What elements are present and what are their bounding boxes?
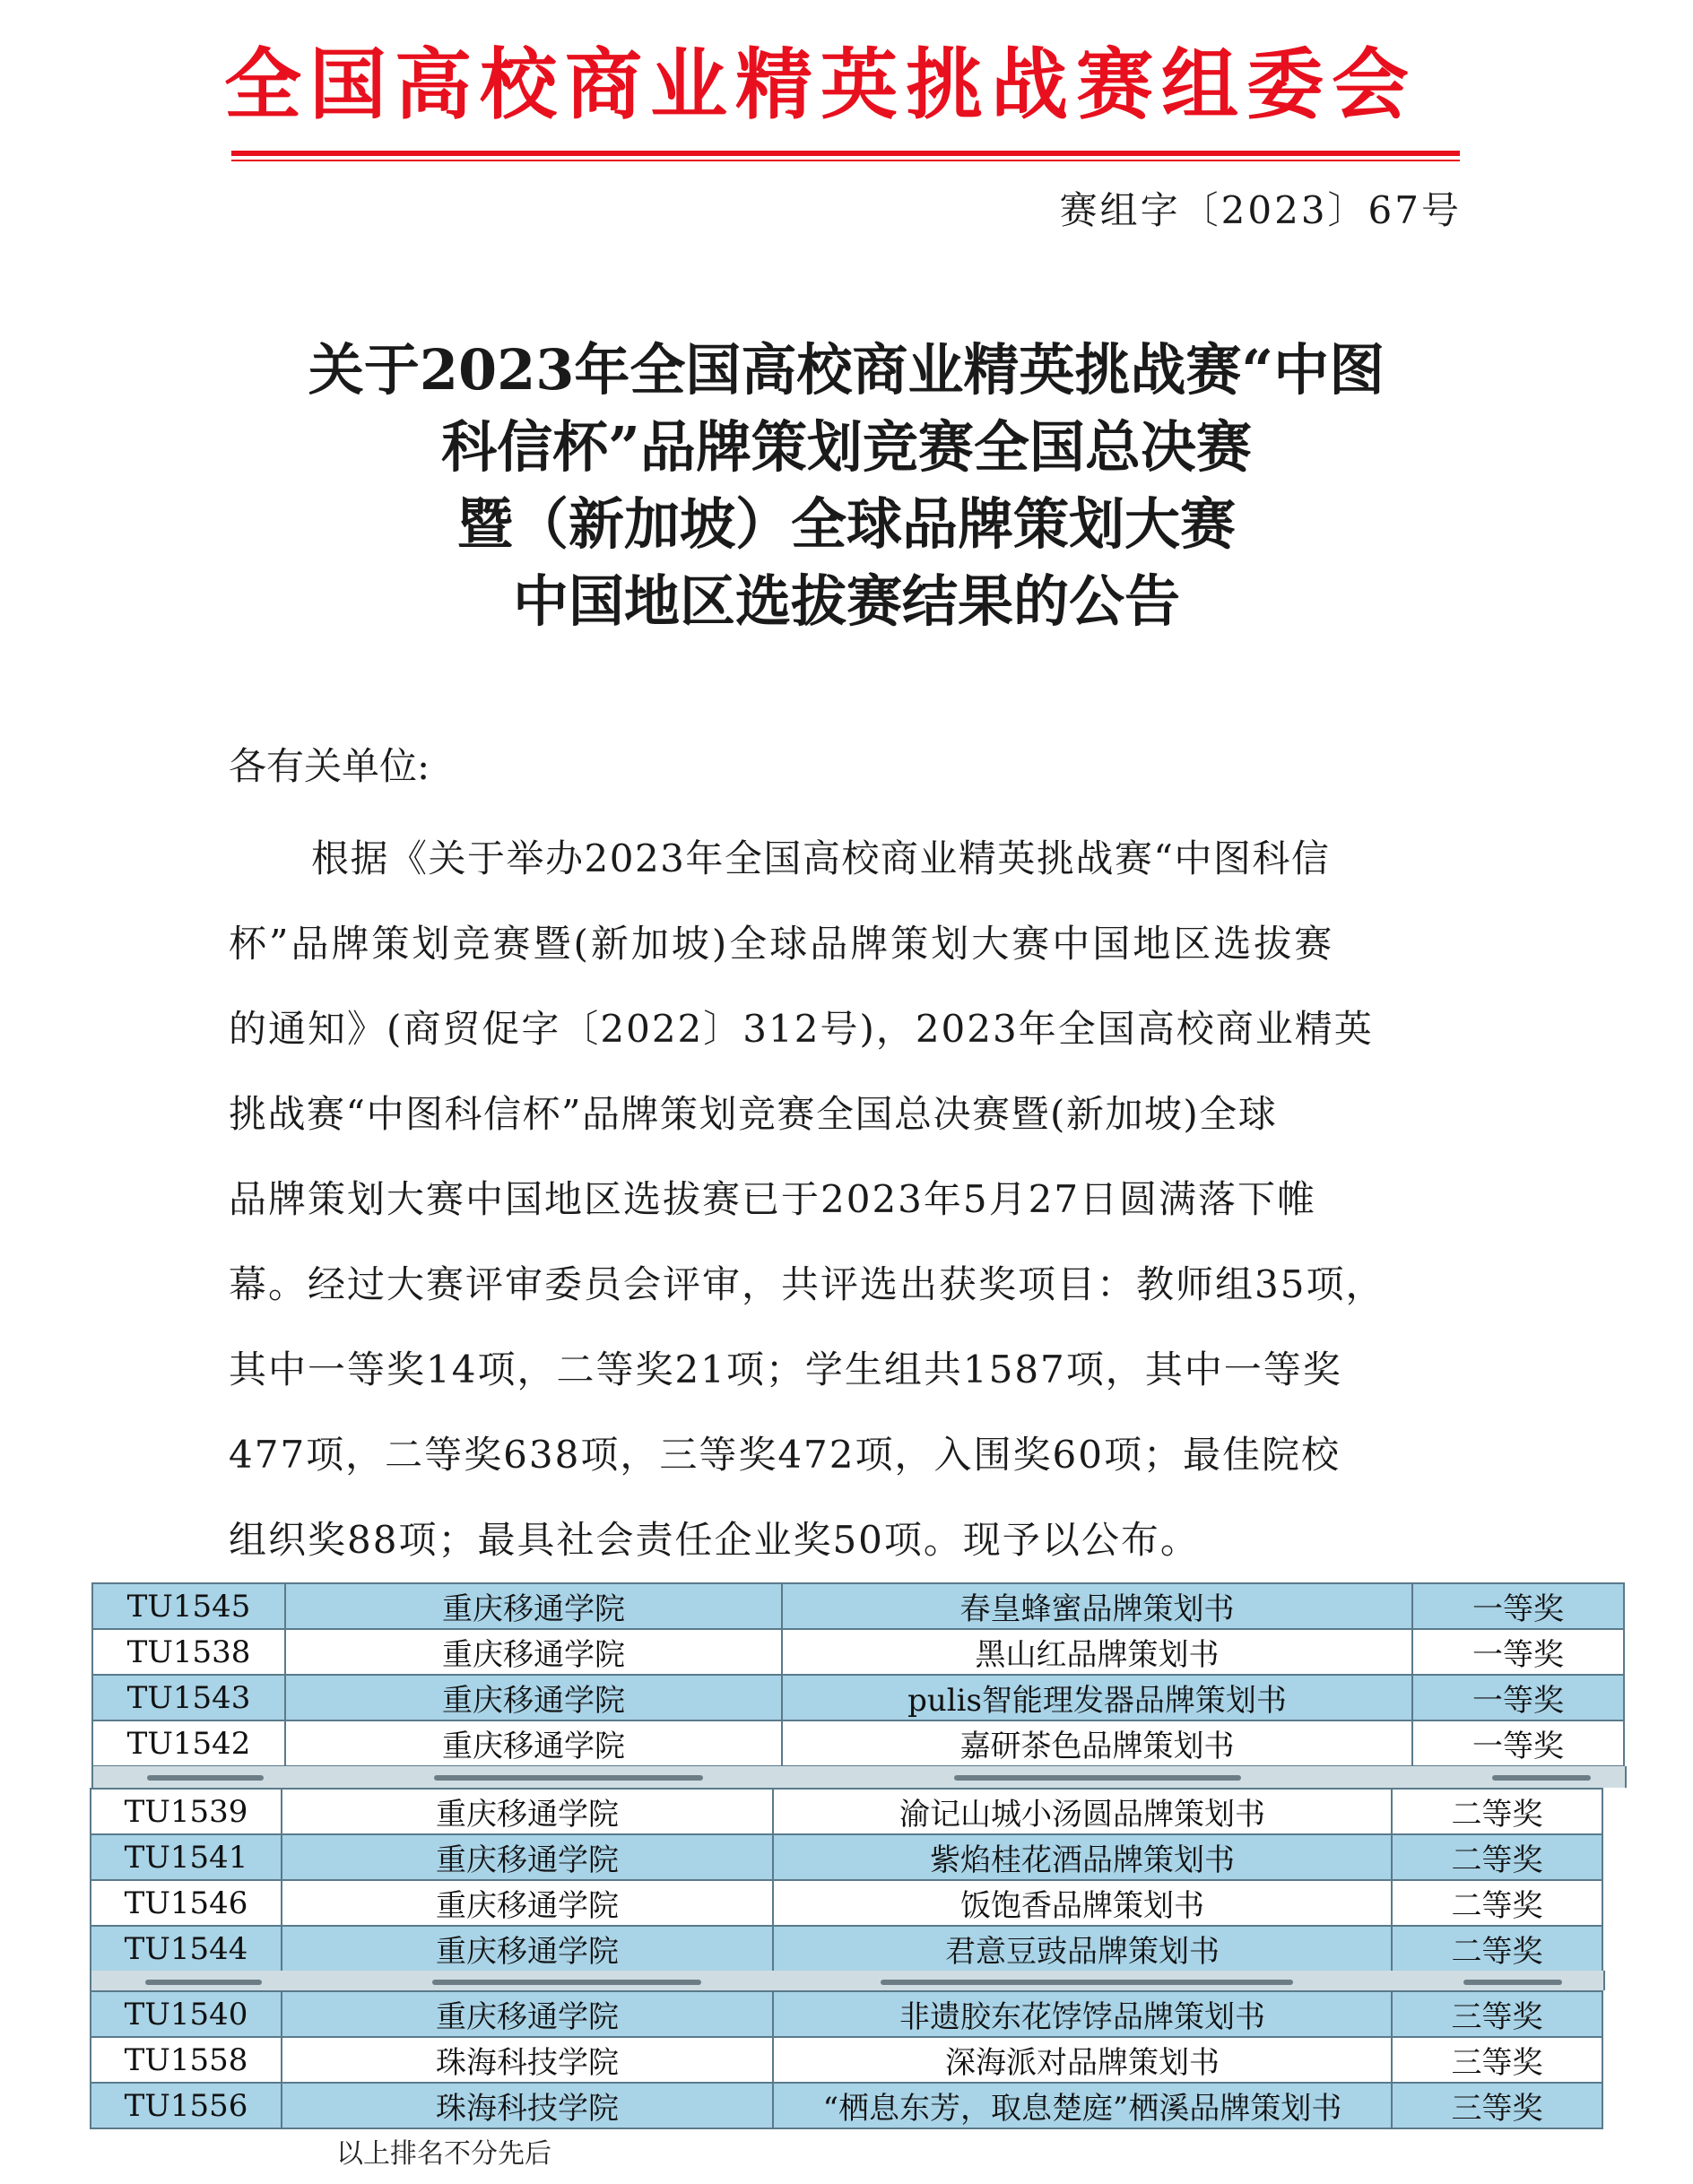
body-line: 其中一等奖14项，二等奖21项；学生组共1587项，其中一等奖 <box>229 1348 1342 1391</box>
award-level: 一等奖 <box>1412 1629 1624 1675</box>
school-name: 重庆移通学院 <box>282 1926 773 1972</box>
project-title: 春皇蜂蜜品牌策划书 <box>782 1583 1412 1629</box>
table-row <box>91 1926 1602 1972</box>
school-name: 重庆移通学院 <box>285 1720 782 1766</box>
school-name: 重庆移通学院 <box>285 1583 782 1629</box>
school-name: 珠海科技学院 <box>282 2083 773 2128</box>
issuer-title: 全国高校商业精英挑战赛组委会 <box>224 40 1417 130</box>
project-title: “栖息东芳，取息楚庭”栖溪品牌策划书 <box>773 2083 1392 2128</box>
red-rule-thick <box>231 151 1460 156</box>
project-title: 饭饱香品牌策划书 <box>773 1880 1392 1926</box>
table-row <box>91 1880 1602 1926</box>
award-level: 二等奖 <box>1392 1926 1602 1972</box>
project-title: 君意豆豉品牌策划书 <box>773 1926 1392 1972</box>
clipped-row-fragment <box>90 1971 1605 1990</box>
body-line: 杯”品牌策划竞赛暨(新加坡)全球品牌策划大赛中国地区选拔赛 <box>229 922 1335 966</box>
entry-id: TU1546 <box>91 1880 282 1926</box>
award-level: 一等奖 <box>1412 1583 1624 1629</box>
award-level: 三等奖 <box>1392 1991 1602 2037</box>
table-row <box>91 2037 1602 2083</box>
announcement-headline <box>179 332 1514 640</box>
award-level: 二等奖 <box>1392 1834 1602 1880</box>
body-line: 的通知》(商贸促字〔2022〕312号)，2023年全国高校商业精英 <box>229 1007 1374 1051</box>
project-title: 黑山红品牌策划书 <box>782 1629 1412 1675</box>
red-rule-thin <box>231 160 1460 161</box>
table-row <box>91 1991 1602 2037</box>
award-level: 三等奖 <box>1392 2037 1602 2083</box>
body-line: 幕。经过大赛评审委员会评审，共评选出获奖项目：教师组35项， <box>229 1262 1385 1306</box>
body-line: 477项，二等奖638项，三等奖472项，入围奖60项；最佳院校 <box>229 1433 1341 1477</box>
table-row <box>92 1583 1624 1629</box>
body-line: 品牌策划大赛中国地区选拔赛已于2023年5月27日圆满落下帷 <box>229 1177 1317 1221</box>
second-prize-table <box>90 1788 1603 1972</box>
clipped-row-fragment <box>91 1766 1627 1788</box>
table-row <box>91 1789 1602 1834</box>
project-title: 非遗胶东花饽饽品牌策划书 <box>773 1991 1392 2037</box>
body-paragraph <box>229 816 1464 1582</box>
body-line: 根据《关于举办2023年全国高校商业精英挑战赛“中图科信 <box>311 836 1331 880</box>
entry-id: TU1544 <box>91 1926 282 1972</box>
document-number: 赛组字〔2023〕67号 <box>1059 188 1462 232</box>
table-row <box>92 1720 1624 1766</box>
school-name: 重庆移通学院 <box>285 1629 782 1675</box>
school-name: 珠海科技学院 <box>282 2037 773 2083</box>
headline-line: 暨（新加坡）全球品牌策划大赛 <box>456 491 1236 557</box>
award-level: 三等奖 <box>1392 2083 1602 2128</box>
school-name: 重庆移通学院 <box>282 1834 773 1880</box>
first-prize-table <box>91 1582 1625 1767</box>
project-title: 渝记山城小汤圆品牌策划书 <box>773 1789 1392 1834</box>
entry-id: TU1539 <box>91 1789 282 1834</box>
award-level: 一等奖 <box>1412 1675 1624 1720</box>
third-prize-table <box>90 1990 1603 2129</box>
headline-line: 中国地区选拔赛结果的公告 <box>512 568 1180 634</box>
headline-line: 科信杯”品牌策划竞赛全国总决赛 <box>441 414 1252 480</box>
headline-line: 关于2023年全国高校商业精英挑战赛“中图 <box>308 337 1385 403</box>
award-level: 一等奖 <box>1412 1720 1624 1766</box>
body-line: 挑战赛“中图科信杯”品牌策划竞赛全国总决赛暨(新加坡)全球 <box>229 1092 1278 1136</box>
entry-id: TU1558 <box>91 2037 282 2083</box>
entry-id: TU1540 <box>91 1991 282 2037</box>
entry-id: TU1541 <box>91 1834 282 1880</box>
award-level: 二等奖 <box>1392 1880 1602 1926</box>
entry-id: TU1545 <box>92 1583 285 1629</box>
project-title: 嘉研茶色品牌策划书 <box>782 1720 1412 1766</box>
table-row <box>92 1629 1624 1675</box>
project-title: pulis智能理发器品牌策划书 <box>782 1675 1412 1720</box>
table-row <box>92 1675 1624 1720</box>
table-row <box>91 1834 1602 1880</box>
award-level: 二等奖 <box>1392 1789 1602 1834</box>
school-name: 重庆移通学院 <box>282 1991 773 2037</box>
project-title: 深海派对品牌策划书 <box>773 2037 1392 2083</box>
entry-id: TU1542 <box>92 1720 285 1766</box>
salutation: 各有关单位: <box>229 744 430 788</box>
entry-id: TU1543 <box>92 1675 285 1720</box>
body-line: 组织奖88项；最具社会责任企业奖50项。现予以公布。 <box>229 1518 1200 1562</box>
table-row <box>91 2083 1602 2128</box>
ranking-footnote: 以上排名不分先后 <box>336 2138 551 2170</box>
school-name: 重庆移通学院 <box>282 1880 773 1926</box>
school-name: 重庆移通学院 <box>282 1789 773 1834</box>
project-title: 紫焰桂花酒品牌策划书 <box>773 1834 1392 1880</box>
entry-id: TU1556 <box>91 2083 282 2128</box>
entry-id: TU1538 <box>92 1629 285 1675</box>
school-name: 重庆移通学院 <box>285 1675 782 1720</box>
